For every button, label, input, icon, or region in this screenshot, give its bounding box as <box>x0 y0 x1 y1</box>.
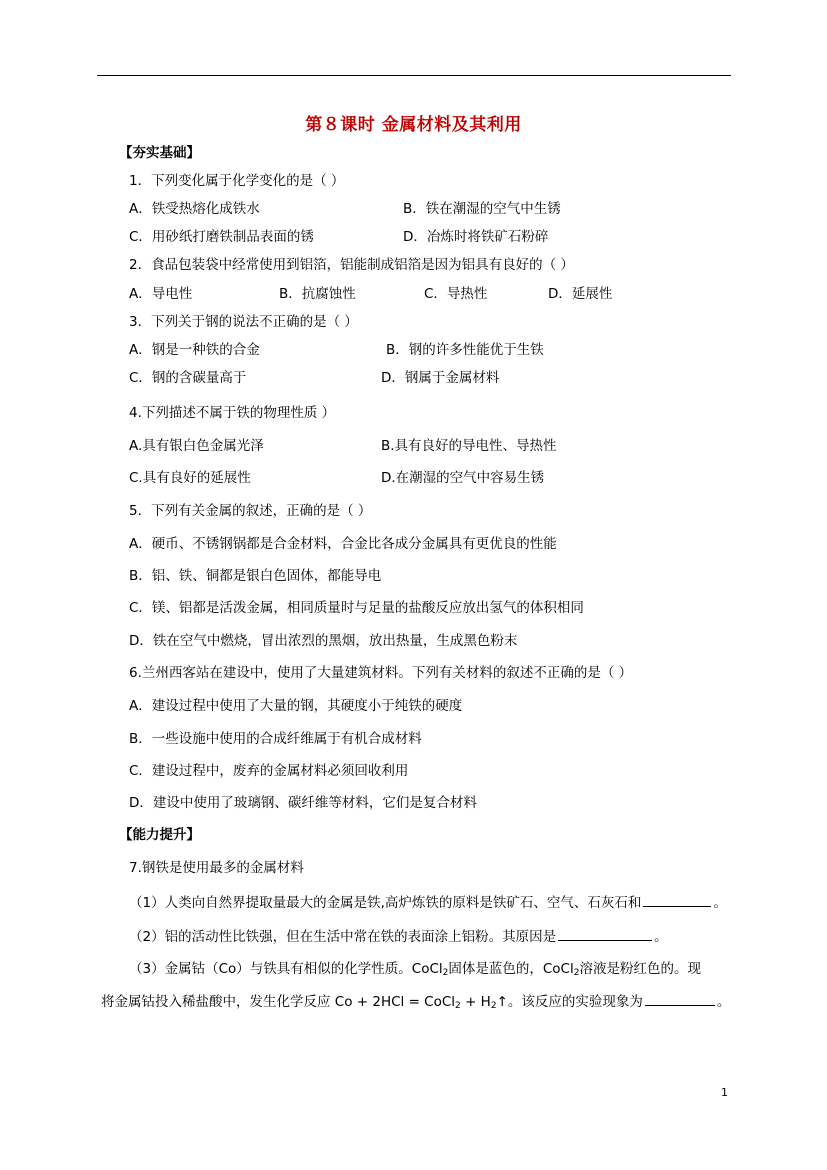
question-5-option-b: B．铝、铁、铜都是银白色固体，都能导电 <box>129 568 382 584</box>
period: 。 <box>713 895 727 911</box>
question-2-option-c: C．导热性 <box>424 286 488 302</box>
subscript-2: 2 <box>573 968 580 978</box>
question-4-option-d: D.在潮湿的空气中容易生锈 <box>381 470 545 486</box>
question-7-part-1-text: （1）人类向自然界提取量最大的金属是铁,高炉炼铁的原料是铁矿石、空气、石灰石和 <box>129 895 642 911</box>
question-2-option-d: D．延展性 <box>548 286 613 302</box>
question-2-option-b: B．抗腐蚀性 <box>279 286 356 302</box>
question-5-stem: 5．下列有关金属的叙述，正确的是（ ） <box>129 503 372 519</box>
question-6-option-d: D．建设中使用了玻璃钢、碳纤维等材料，它们是复合材料 <box>129 795 477 811</box>
question-3-stem: 3．下列关于钢的说法不正确的是（ ） <box>129 314 358 330</box>
question-3-option-c: C．钢的含碳量高于 <box>129 370 247 386</box>
question-3-option-a: A．钢是一种铁的合金 <box>129 342 260 358</box>
question-7-part-3-text-c: 溶液是粉红色的。现 <box>579 961 701 977</box>
answer-blank-2[interactable] <box>558 926 652 941</box>
question-4-option-c: C.具有良好的延展性 <box>129 470 251 486</box>
question-1-option-c: C．用砂纸打磨铁制品表面的锈 <box>129 229 314 245</box>
section-heading-basic: 【夯实基础】 <box>119 145 200 161</box>
question-7-part-2-text: （2）铝的活动性比铁强，但在生活中常在铁的表面涂上铝粉。其原因是 <box>129 929 557 945</box>
question-3-option-d: D．钢属于金属材料 <box>381 370 500 386</box>
question-7-part-3-line-2 <box>101 991 730 1011</box>
question-4-stem: 4.下列描述不属于铁的物理性质 ） <box>129 405 336 421</box>
question-7-part-2 <box>129 926 668 946</box>
subscript-2: 2 <box>490 1001 497 1011</box>
question-7-part-3-line-1 <box>129 960 701 978</box>
question-5-option-c: C．镁、铝都是活泼金属，相同质量时与足量的盐酸反应放出氢气的体积相同 <box>129 600 584 616</box>
page-number: 1 <box>721 1086 728 1099</box>
question-5-option-d: D．铁在空气中燃烧，冒出浓烈的黑烟，放出热量，生成黑色粉末 <box>129 633 518 649</box>
subscript-2: 2 <box>455 1001 461 1011</box>
section-heading-advanced: 【能力提升】 <box>119 827 200 843</box>
question-7-part-1 <box>129 892 727 912</box>
question-7-part-3-text-e: + H <box>460 994 491 1010</box>
question-7-part-3-text-a: （3）金属钴（Co）与铁具有相似的化学性质。CoCl <box>129 961 443 977</box>
question-7-stem: 7.钢铁是使用最多的金属材料 <box>129 860 304 876</box>
subscript-2: 2 <box>442 968 449 978</box>
question-7-part-3-text-d: 将金属钴投入稀盐酸中，发生化学反应 Co + 2HCl = CoCl <box>101 994 456 1010</box>
answer-blank-1[interactable] <box>643 892 711 907</box>
question-2-option-a: A．导电性 <box>129 286 193 302</box>
question-7-part-3-text-f: ↑。该反应的实验现象为 <box>496 994 643 1010</box>
period: 。 <box>716 994 731 1010</box>
question-2-stem: 2．食品包装袋中经常使用到铝箔，铝能制成铝箔是因为铝具有良好的（ ） <box>129 257 574 273</box>
question-7-part-3-text-b: 固体是蓝色的，CoCl <box>448 961 574 977</box>
period: 。 <box>654 929 668 945</box>
page-title: 第８课时 金属材料及其利用 <box>305 115 522 135</box>
question-6-option-b: B．一些设施中使用的合成纤维属于有机合成材料 <box>129 731 422 747</box>
header-rule <box>97 75 731 76</box>
question-1-option-b: B．铁在潮湿的空气中生锈 <box>403 201 561 217</box>
question-6-stem: 6.兰州西客站在建设中，使用了大量建筑材料。下列有关材料的叙述不正确的是（ ） <box>129 665 633 681</box>
question-6-option-c: C．建设过程中，废弃的金属材料必须回收利用 <box>129 763 409 779</box>
question-1-option-d: D．冶炼时将铁矿石粉碎 <box>403 229 549 245</box>
question-4-option-a: A.具有银白色金属光泽 <box>129 438 264 454</box>
question-6-option-a: A．建设过程中使用了大量的钢，其硬度小于纯铁的硬度 <box>129 698 463 714</box>
question-4-option-b: B.具有良好的导电性、导热性 <box>381 438 557 454</box>
question-1-stem: 1．下列变化属于化学变化的是（ ） <box>129 173 345 189</box>
question-3-option-b: B．钢的许多性能优于生铁 <box>386 342 544 358</box>
answer-blank-3[interactable] <box>645 991 715 1006</box>
question-5-option-a: A．硬币、不锈钢锅都是合金材料，合金比各成分金属具有更优良的性能 <box>129 536 557 552</box>
question-1-option-a: A．铁受热熔化成铁水 <box>129 201 260 217</box>
